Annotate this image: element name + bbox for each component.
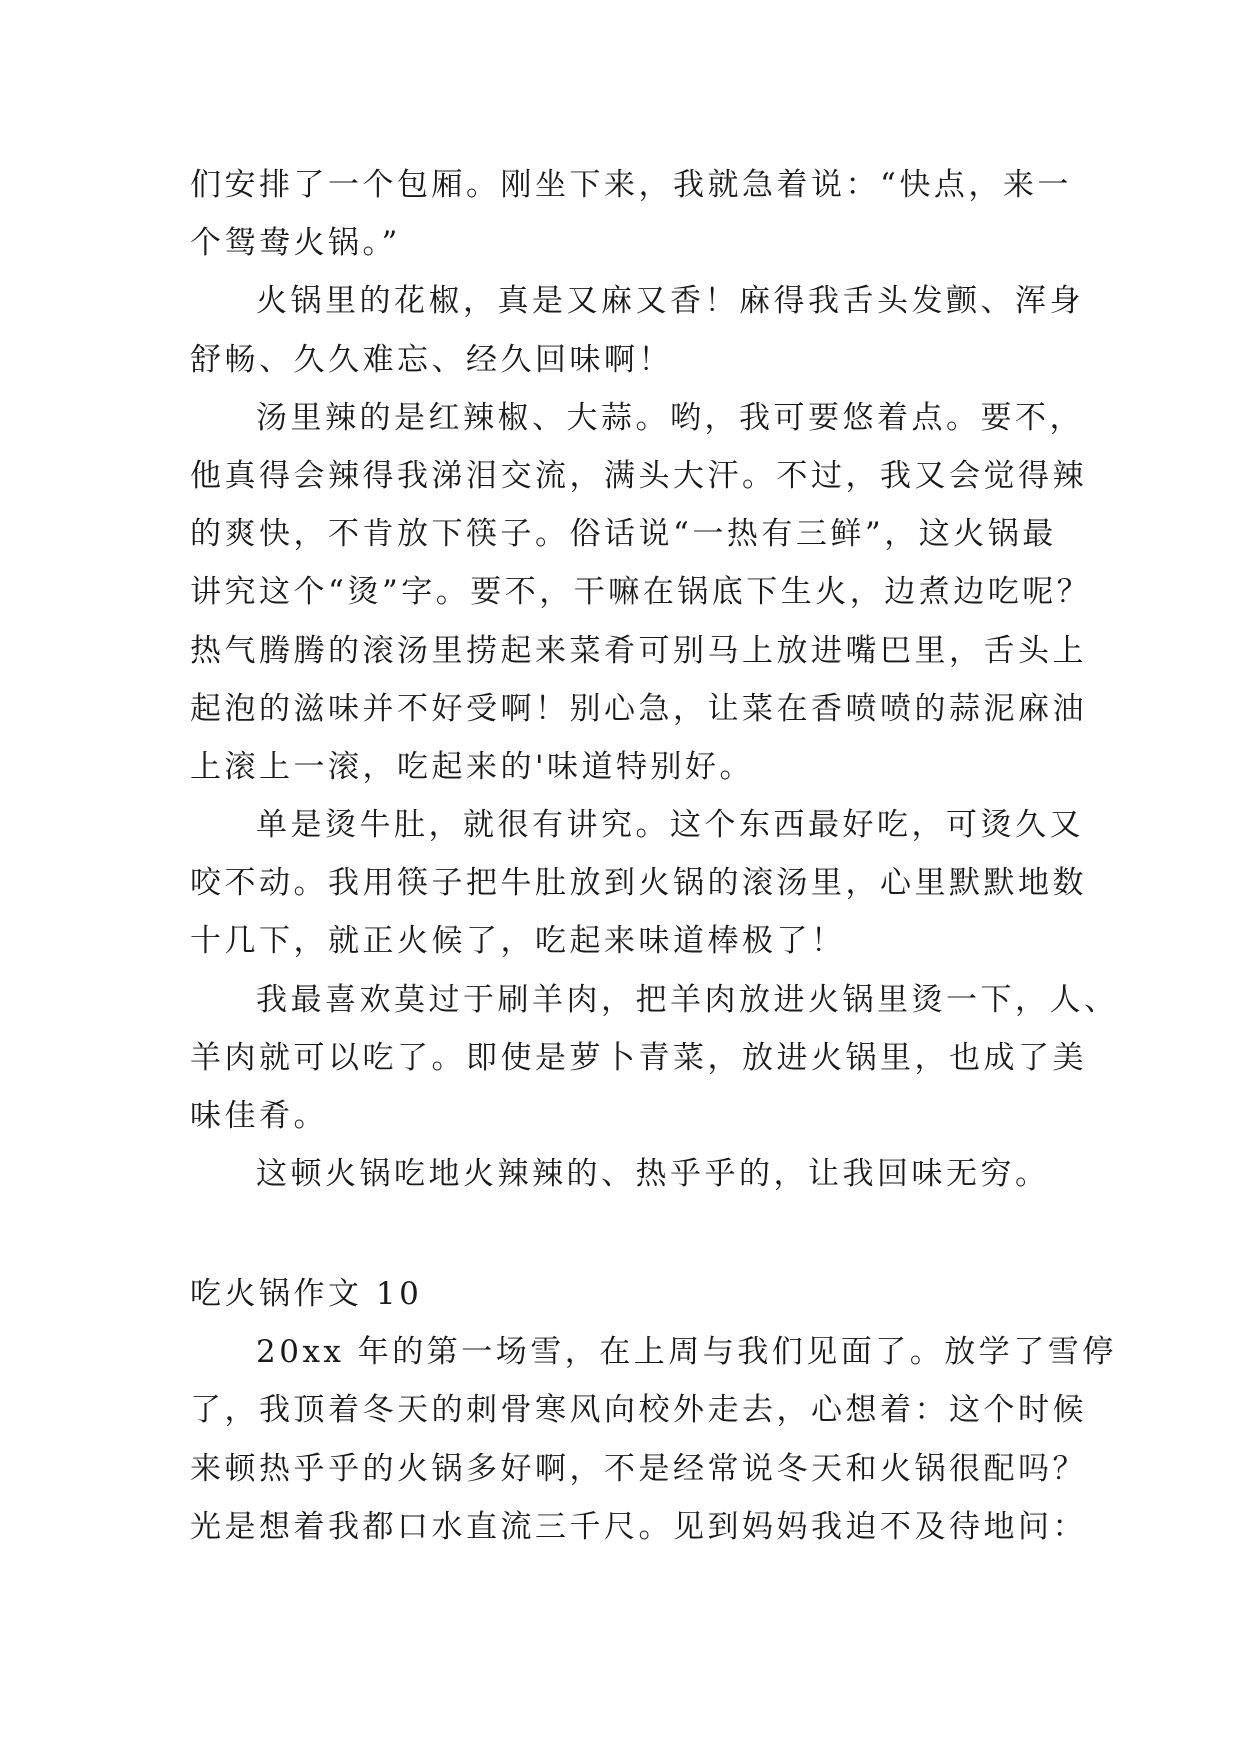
paragraph-first-line: 火锅里的花椒，真是又麻又香！麻得我舌头发颤、浑身: [256, 283, 1084, 320]
text-line: 上滚上一滚，吃起来的'味道特别好。: [190, 748, 755, 785]
text-line: 起泡的滋味并不好受啊！别心急，让菜在香喷喷的蒜泥麻油: [190, 690, 1087, 727]
paragraph-first-line: 这顿火锅吃地火辣辣的、热乎乎的，让我回味无穷。: [256, 1156, 1050, 1193]
text-line: 羊肉就可以吃了。即使是萝卜青菜，放进火锅里，也成了美: [190, 1039, 1087, 1076]
paragraph-first-line: 我最喜欢莫过于刷羊肉，把羊肉放进火锅里烫一下，人、: [256, 981, 1119, 1018]
essay-continued-text: [190, 156, 1119, 1203]
paragraph-first-line: 20xx 年的第一场雪，在上周与我们见面了。放学了雪停: [256, 1334, 1117, 1371]
text-line: 的爽快，不肯放下筷子。俗话说“一热有三鲜”，这火锅最: [190, 516, 1057, 553]
paragraph-first-line: 单是烫牛肚，就很有讲究。这个东西最好吃，可烫久又: [256, 807, 1084, 844]
section-title: 吃火锅作文 10: [190, 1276, 423, 1312]
text-line: 来顿热乎乎的火锅多好啊，不是经常说冬天和火锅很配吗？: [190, 1450, 1087, 1487]
text-line: 味佳肴。: [190, 1098, 328, 1134]
paragraph-first-line: 汤里辣的是红辣椒、大蒜。哟，我可要悠着点。要不，: [256, 399, 1084, 436]
text-line: 们安排了一个包厢。刚坐下来，我就急着说：“快点，来一: [190, 167, 1072, 203]
text-line: 他真得会辣得我涕泪交流，满头大汗。不过，我又会觉得辣: [190, 457, 1087, 494]
text-line: 十几下，就正火候了，吃起来味道棒极了！: [190, 923, 846, 960]
text-line: 舒畅、久久难忘、经久回味啊！: [190, 341, 673, 378]
text-line: 讲究这个“烫”字。要不，干嘛在锅底下生火，边煮边吃呢？: [190, 574, 1092, 611]
text-line: 光是想着我都口水直流三千尺。见到妈妈我迫不及待地问：: [190, 1508, 1087, 1545]
text-line: 咬不动。我用筷子把牛肚放到火锅的滚汤里，心里默默地数: [190, 865, 1087, 902]
text-line: 热气腾腾的滚汤里捞起来菜肴可别马上放进嘴巴里，舌头上: [190, 632, 1087, 669]
text-line: 个鸳鸯火锅。”: [190, 225, 401, 262]
text-line: 了，我顶着冬天的刺骨寒风向校外走去，心想着：这个时候: [190, 1392, 1087, 1429]
essay-section: [190, 1265, 1117, 1556]
